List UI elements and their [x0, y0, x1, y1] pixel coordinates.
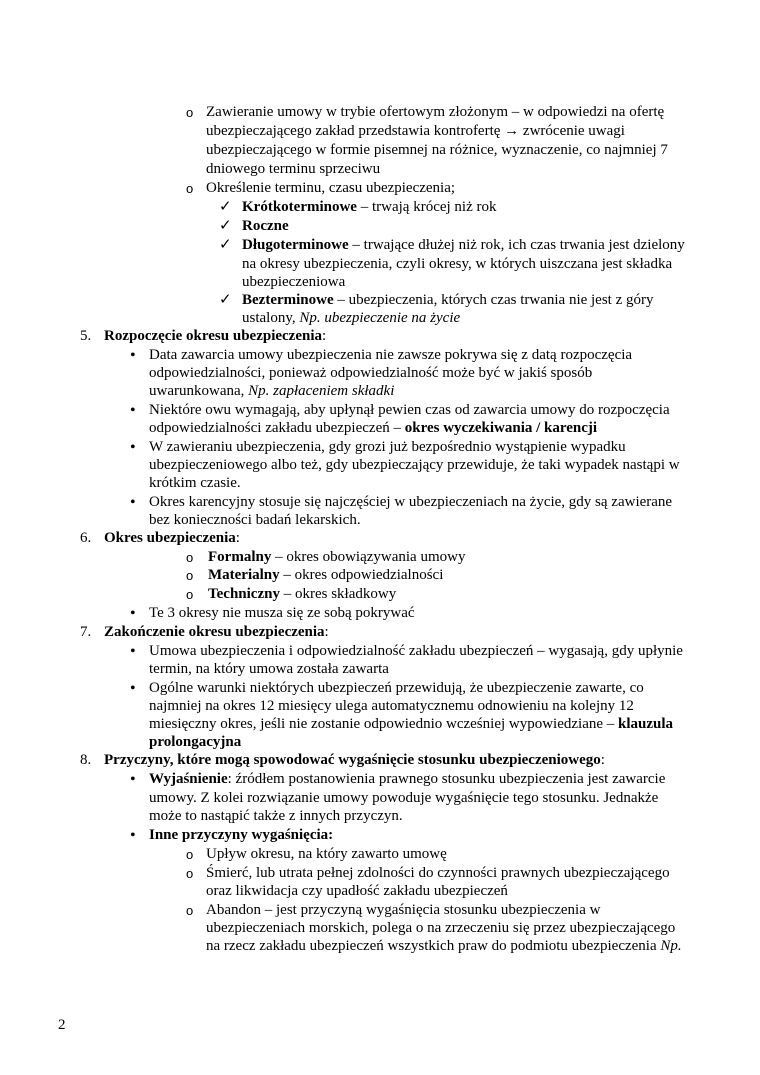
text-span: :: [600, 752, 605, 768]
text-line: Śmierć, lub utrata pełnej zdolności do czynności prawnych ubezpieczającego: [206, 865, 670, 881]
text-span: – ubezpieczenia, których czas trwania nie jest z góry: [333, 292, 654, 308]
text-line: ubezpieczeniach morskich, polega o na zrzeczeniu się przez ubezpieczającego: [206, 920, 676, 936]
term-bold: Materialny: [208, 567, 280, 583]
section-number: 6.: [80, 530, 92, 546]
term-bold: Inne przyczyny wygaśnięcia:: [149, 827, 334, 843]
section-heading: [104, 529, 240, 548]
term-bold: Długoterminowe: [242, 237, 349, 253]
text-span: ubezpieczającego zakład przedstawia kontrofertę: [206, 123, 505, 139]
arrow-right-icon: →: [504, 123, 520, 139]
text-line: odpowiedzialności, ponieważ odpowiedzialność może być w jakiś sposób: [149, 365, 593, 381]
checkmark-icon: ✓: [219, 237, 232, 253]
circle-bullet-icon: o: [186, 181, 194, 196]
term-bold: klauzula: [618, 716, 674, 732]
bullet-icon: •: [130, 439, 136, 456]
italic-span: Np. zapłaceniem składki: [248, 383, 395, 399]
term-bold: Bezterminowe: [242, 292, 334, 308]
text-span: – okres składkowy: [279, 586, 397, 602]
text-line: termin, na który umowa została zawarta: [149, 661, 389, 677]
text-line: bez konieczności badań lekarskich.: [149, 512, 361, 528]
text-line: [149, 382, 394, 401]
term-bold: Roczne: [242, 218, 289, 234]
page-number: 2: [58, 1017, 66, 1033]
text-line: Niektóre owu wymagają, aby upłynął pewien czas od zawarcia umowy do rozpoczęcia: [149, 402, 670, 418]
text-line: Umowa ubezpieczenia i odpowiedzialność zakładu ubezpieczeń – wygasają, gdy upłynie: [149, 643, 683, 659]
text-line: Okres karencyjny stosuje się najczęściej w ubezpieczeniach na życie, gdy są zawierane: [149, 494, 673, 510]
circle-bullet-icon: o: [186, 903, 194, 918]
text-line: [242, 198, 497, 217]
text-line: [149, 715, 673, 734]
term-bold: Techniczny: [208, 586, 280, 602]
bullet-icon: •: [130, 680, 136, 697]
circle-bullet-icon: o: [186, 587, 194, 602]
text-line: krótkim czasie.: [149, 475, 241, 491]
text-line: [206, 937, 682, 956]
circle-bullet-icon: o: [186, 550, 194, 565]
italic-span: Np.: [660, 938, 682, 954]
text-line: ubezpieczeniowego albo też, gdy ubezpieczający przewiduje, że taki wypadek nastąpi w: [149, 457, 680, 473]
text-span: : źródłem postanowienia prawnego stosunku ubezpieczenia jest zawarcie: [227, 771, 666, 787]
text-line: W zawieraniu ubezpieczenia, gdy grozi już bezpośrednio wystąpienie wypadku: [149, 439, 626, 455]
bullet-icon: •: [130, 402, 136, 419]
text-span: – okres obowiązywania umowy: [271, 549, 466, 565]
text-span: na rzecz zakładu ubezpieczeń wszystkich praw do podmiotu ubezpieczenia: [206, 938, 661, 954]
heading-bold: Rozpoczęcie okresu ubezpieczenia: [104, 328, 323, 344]
circle-bullet-icon: o: [186, 847, 194, 862]
text-line: [208, 548, 465, 567]
text-line: Data zawarcia umowy ubezpieczenia nie zawsze pokrywa się z datą rozpoczęcia: [149, 347, 633, 363]
checkmark-icon: ✓: [219, 218, 232, 234]
text-span: ustalony,: [242, 310, 300, 326]
circle-bullet-icon: o: [186, 568, 194, 583]
term-bold: Wyjaśnienie: [149, 771, 228, 787]
term-bold: Formalny: [208, 549, 272, 565]
text-span: – trwają krócej niż rok: [356, 199, 497, 215]
section-number: 5.: [80, 328, 92, 344]
text-line: [206, 122, 625, 141]
text-line: [208, 566, 443, 585]
bullet-icon: •: [130, 771, 136, 788]
text-line: Ogólne warunki niektórych ubezpieczeń przewidują, że ubezpieczenie zawarte, co: [149, 680, 644, 696]
text-line: ubezpieczającego w formie pisemnej na różnice, wyznaczenie, co najmniej 7: [206, 142, 668, 158]
term-bold: prolongacyjna: [149, 734, 242, 750]
section-number: 7.: [80, 624, 92, 640]
bullet-icon: •: [130, 347, 136, 364]
term-bold: Krótkoterminowe: [242, 199, 357, 215]
term-bold: okres wyczekiwania / karencji: [404, 420, 598, 436]
heading-bold: Okres ubezpieczenia: [104, 530, 236, 546]
text-span: zwrócenie uwagi: [519, 123, 625, 139]
text-span: – okres odpowiedzialności: [279, 567, 444, 583]
text-line: [149, 733, 241, 752]
circle-bullet-icon: o: [186, 105, 194, 120]
text-line: dniowego terminu sprzeciwu: [206, 161, 381, 177]
text-line: [149, 770, 665, 789]
text-line: Określenie terminu, czasu ubezpieczenia;: [206, 180, 456, 196]
text-line: oraz likwidacja czy upadłość zakładu ubezpieczeń: [206, 883, 508, 899]
text-line: Te 3 okresy nie musza się ze sobą pokrywać: [149, 605, 415, 621]
text-span: :: [322, 328, 327, 344]
text-line: najmniej na okres 12 miesięcy ulega automatycznemu odnowieniu na kolejny 12: [149, 698, 634, 714]
text-span: odpowiedzialności zakładu ubezpieczeń –: [149, 420, 405, 436]
text-line: ubezpieczeniowa: [242, 274, 346, 290]
italic-span: Np. ubezpieczenie na życie: [299, 310, 461, 326]
text-span: uwarunkowana,: [149, 383, 249, 399]
text-line: umowy. Z kolei rozwiązanie umowy powoduje wygaśnięcie tego stosunku. Jednakże: [149, 790, 659, 806]
text-line: [242, 217, 289, 236]
text-line: Abandon – jest przyczyną wygaśnięcia stosunku ubezpieczenia w: [206, 902, 601, 918]
section-heading: [104, 623, 329, 642]
bullet-icon: •: [130, 643, 136, 660]
bullet-icon: •: [130, 605, 136, 622]
heading-bold: Przyczyny, które mogą spowodować wygaśnięcie stosunku ubezpieczeniowego: [104, 752, 601, 768]
text-line: [242, 309, 460, 328]
text-span: miesięczny okres, jeśli nie zostanie odpowiednio wcześniej wypowiedziane –: [149, 716, 619, 732]
text-line: [149, 419, 597, 438]
text-line: może to nastąpić także z innych przyczyn.: [149, 808, 403, 824]
text-span: – trwające dłużej niż rok, ich czas trwania jest dzielony: [348, 237, 685, 253]
section-number: 8.: [80, 752, 92, 768]
text-span: :: [235, 530, 240, 546]
text-line: [149, 826, 333, 845]
text-line: Zawieranie umowy w trybie ofertowym złożonym – w odpowiedzi na ofertę: [206, 104, 665, 120]
bullet-icon: •: [130, 827, 136, 844]
text-line: [208, 585, 396, 604]
circle-bullet-icon: o: [186, 866, 194, 881]
text-span: :: [324, 624, 329, 640]
section-heading: [104, 751, 605, 770]
checkmark-icon: ✓: [219, 292, 232, 308]
text-line: [242, 236, 685, 255]
text-line: na okresy ubezpieczenia, czyli okresy, w których uiszczana jest składka: [242, 256, 673, 272]
bullet-icon: •: [130, 494, 136, 511]
section-heading: [104, 327, 326, 346]
text-line: [242, 291, 654, 310]
text-line: Upływ okresu, na który zawarto umowę: [206, 846, 447, 862]
checkmark-icon: ✓: [219, 199, 232, 215]
heading-bold: Zakończenie okresu ubezpieczenia: [104, 624, 325, 640]
